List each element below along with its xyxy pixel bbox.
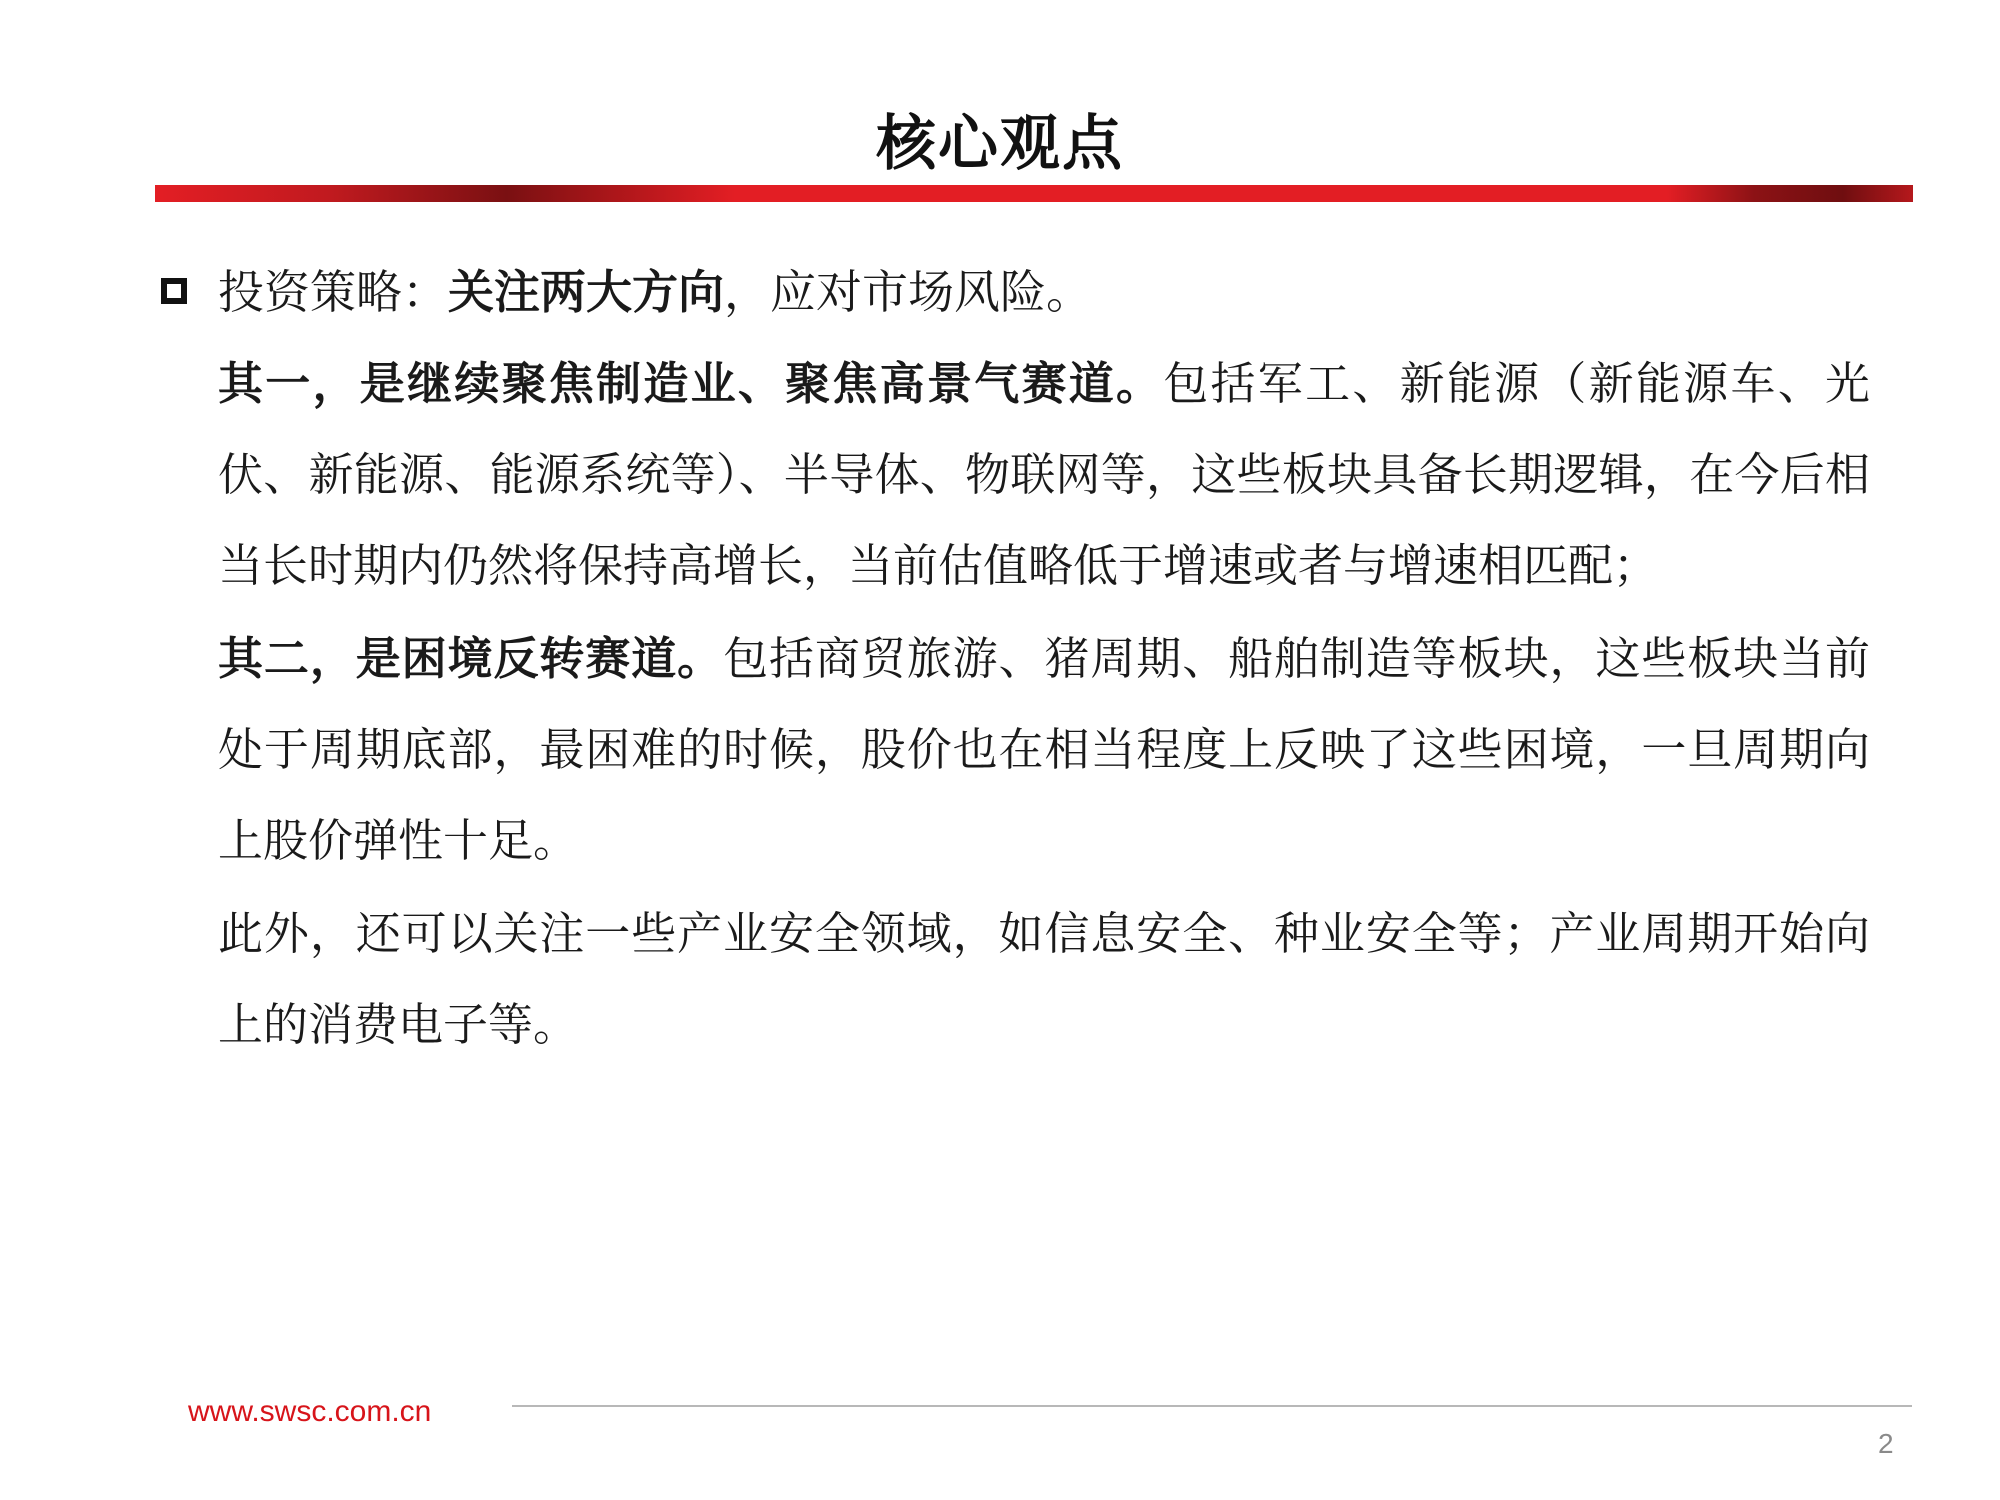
slide-content [155, 252, 1875, 1070]
bullet-heading [155, 252, 1875, 332]
paragraph-direction-two [218, 613, 1870, 886]
bullet-bold: 关注两大方向 [448, 265, 724, 319]
paragraph-lead: 其二，是困境反转赛道。 [218, 632, 724, 685]
bullet-suffix: ，应对市场风险。 [724, 265, 1092, 319]
footer-website-link[interactable]: www.swsc.com.cn [188, 1395, 432, 1428]
paragraph-lead: 其一，是继续聚焦制造业、聚焦高景气赛道。 [218, 357, 1164, 410]
bullet-heading-text [218, 252, 1092, 332]
footer-divider [512, 1405, 1912, 1407]
page-title: 核心观点 [876, 109, 1124, 179]
paragraph-body: 此外，还可以关注一些产业安全领域，如信息安全、种业安全等；产业周期开始向上的消费电子等。 [218, 907, 1870, 1051]
page-number: 2 [1878, 1428, 1894, 1459]
title-underline-bar [155, 185, 1913, 202]
paragraph-body: 包括商贸旅游、猪周期、船舶制造等板块，这些板块当前处于周期底部，最困难的时候，股价也在相当程度上反映了这些困境，一旦周期向上股价弹性十足。 [218, 632, 1870, 867]
paragraph-direction-one [218, 338, 1870, 611]
paragraph-body: 包括军工、新能源（新能源车、光伏、新能源、能源系统等）、半导体、物联网等，这些板块具备长期逻辑，在今后相当长时期内仍然将保持高增长，当前估值略低于增速或者与增速相匹配； [218, 357, 1870, 592]
bullet-prefix: 投资策略： [218, 265, 448, 319]
paragraph-additional [218, 888, 1870, 1070]
square-bullet-icon [161, 278, 187, 304]
